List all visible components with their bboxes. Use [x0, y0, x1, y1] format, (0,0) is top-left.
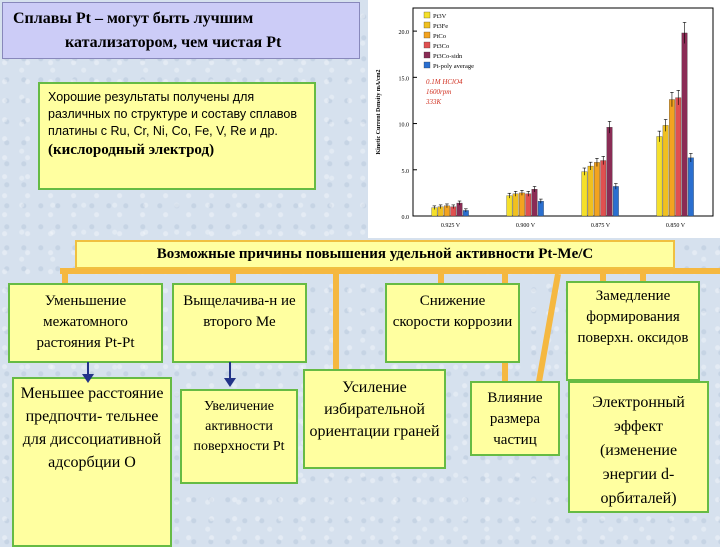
- bar: [526, 194, 532, 216]
- title-line2: катализатором, чем чистая Pt: [65, 34, 282, 51]
- box-oxides: Замедление формирования поверхн. оксидов: [566, 281, 700, 381]
- bar: [594, 162, 600, 216]
- box-faces: Усиление избирательной ориентации граней: [303, 369, 446, 469]
- bar: [676, 98, 682, 216]
- legend-swatch: [424, 52, 430, 58]
- connector-3: [333, 270, 339, 370]
- chart-annotation: 1600rpm: [426, 88, 452, 96]
- chart-annotation: 0.1M HClO4: [426, 78, 463, 86]
- chart: [368, 0, 720, 238]
- legend-label: Pt3Fe: [433, 23, 449, 30]
- box-leaching: Выщелачива-н ие второго Ме: [172, 283, 307, 363]
- slide-title: [2, 2, 360, 59]
- legend-swatch: [424, 12, 430, 18]
- bar: [613, 186, 619, 216]
- y-tick-label: 5.0: [401, 168, 409, 175]
- y-tick-label: 10.0: [398, 122, 409, 129]
- legend-label: Pt3Co: [433, 43, 450, 50]
- arrow-down-2: [222, 362, 238, 388]
- y-axis-label: Kinetic Current Density mA/cm2: [376, 69, 382, 155]
- legend-label: Pt3Co-sidn: [433, 53, 463, 60]
- bar: [657, 136, 663, 216]
- legend-swatch: [424, 32, 430, 38]
- box-interatomic: Уменьшение межатомного растояния Pt-Pt: [8, 283, 163, 363]
- bar: [682, 33, 688, 216]
- x-tick-label: 0.900 V: [515, 223, 536, 229]
- good-results-box: [38, 82, 316, 190]
- x-tick-label: 0.925 V: [440, 223, 461, 229]
- good-results-text: Хорошие результаты получены для различных по структуре и составу сплавов платины с Ru, Cr, Ni, Co, Fe, V, Re и др.: [48, 90, 297, 138]
- y-tick-label: 0.0: [401, 215, 409, 221]
- arrow-down-1: [80, 362, 96, 384]
- legend-label: Pt-poly average: [433, 63, 474, 70]
- bar: [663, 125, 669, 216]
- bar: [582, 172, 588, 216]
- good-results-emphasis: (кислородный электрод): [48, 142, 215, 158]
- box-corrosion: Снижение скорости коррозии: [385, 283, 520, 363]
- x-tick-label: 0.850 V: [665, 223, 686, 229]
- box-size: Влияние размера частиц: [470, 381, 560, 456]
- bar: [601, 161, 607, 216]
- connector-6: [534, 273, 561, 392]
- legend-label: PtCo: [433, 33, 447, 40]
- legend-swatch: [424, 62, 430, 68]
- title-line1: Сплавы Pt – могут быть лучшим: [13, 10, 254, 27]
- bar: [688, 158, 694, 216]
- bar: [607, 127, 613, 216]
- bar: [588, 166, 594, 216]
- legend-swatch: [424, 42, 430, 48]
- bar: [519, 193, 525, 216]
- legend-label: Pt3V: [433, 13, 447, 20]
- chart-svg: [368, 0, 720, 238]
- box-surface: Увеличение активности поверхности Pt: [180, 389, 298, 484]
- box-electronic: Электронный эффект (изменение энергии d-орбиталей): [568, 381, 709, 513]
- bar: [538, 201, 544, 216]
- bar: [669, 100, 675, 216]
- chart-annotation: 333K: [426, 98, 442, 106]
- bar: [507, 196, 512, 216]
- bar: [513, 194, 519, 216]
- bar: [532, 189, 538, 216]
- causes-header: Возможные причины повышения удельной активности Pt-Me/C: [75, 240, 675, 269]
- x-tick-label: 0.875 V: [590, 223, 611, 229]
- legend-swatch: [424, 22, 430, 28]
- y-tick-label: 20.0: [398, 30, 409, 37]
- box-dist-pref: Меньшее расстояние предпочти- тельнее для диссоциативной адсорбции О: [12, 377, 172, 547]
- y-tick-label: 15.0: [398, 76, 409, 83]
